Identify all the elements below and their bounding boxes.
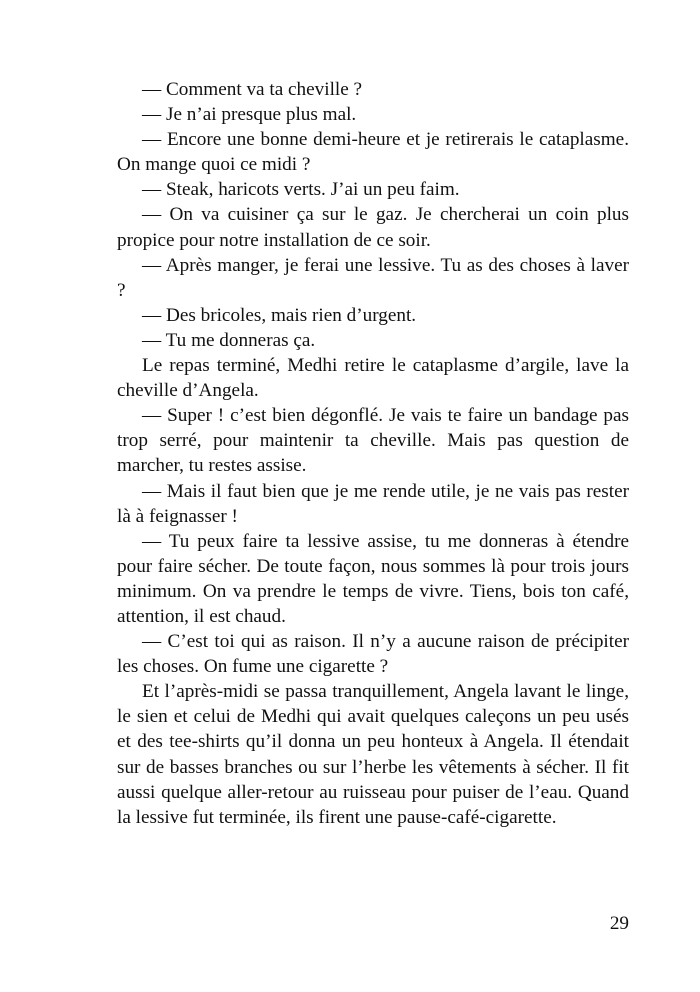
paragraph: — Steak, haricots verts. J’ai un peu faim. bbox=[142, 179, 460, 201]
paragraph: — Après manger, je ferai une lessive. Tu as des choses à laver ? bbox=[117, 254, 629, 301]
paragraph: — Tu peux faire ta lessive assise, tu me donneras à étendre pour faire sécher. De toute façon, nous sommes là pour trois jours minimum. On va prendre le temps de vivre. Tiens, bois ton café, attention, il est chaud. bbox=[117, 530, 629, 627]
paragraph: — On va cuisiner ça sur le gaz. Je chercherai un coin plus propice pour notre installation de ce soir. bbox=[117, 204, 629, 251]
paragraph: Et l’après-midi se passa tranquillement, Angela lavant le linge, le sien et celui de Medhi qui avait quelques caleçons un peu usés et des tee-shirts qu’il donna un peu honteux à Angela. Il étendait sur de basses branches ou sur l’herbe les vêtements à sécher. Il fit aussi quelque aller-retour au ruisseau pour puiser de l’eau. Quand la lessive fut terminée, ils firent une pause-café-cigarette. bbox=[117, 681, 629, 828]
paragraph: — C’est toi qui as raison. Il n’y a aucune raison de précipiter les choses. On fume une cigarette ? bbox=[117, 631, 629, 678]
page-number: 29 bbox=[609, 913, 629, 934]
paragraph: — Encore une bonne demi-heure et je retirerais le cataplasme. On mange quoi ce midi ? bbox=[117, 129, 629, 176]
paragraph: — Je n’ai presque plus mal. bbox=[142, 104, 357, 126]
paragraph: — Des bricoles, mais rien d’urgent. bbox=[142, 304, 417, 326]
paragraph: — Comment va ta cheville ? bbox=[142, 79, 363, 100]
paragraph: — Super ! c’est bien dégonflé. Je vais te faire un bandage pas trop serré, pour maintenir ta cheville. Mais pas question de marcher, tu restes assise. bbox=[117, 405, 629, 477]
paragraph: Le repas terminé, Medhi retire le cataplasme d’argile, lave la cheville d’Angela. bbox=[117, 355, 629, 402]
paragraph: — Tu me donneras ça. bbox=[142, 329, 316, 351]
page-body bbox=[117, 77, 629, 830]
paragraph: — Mais il faut bien que je me rende utile, je ne vais pas rester là à feignasser ! bbox=[117, 480, 629, 527]
